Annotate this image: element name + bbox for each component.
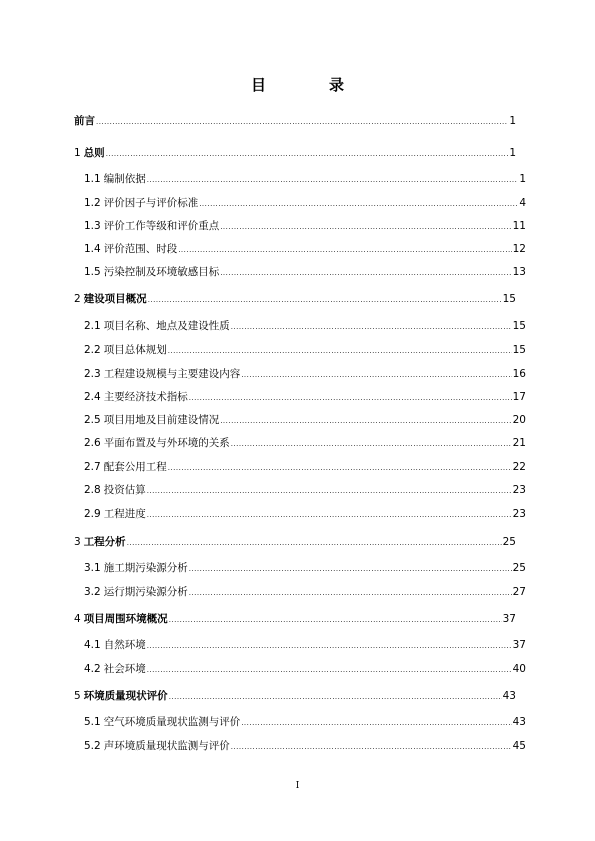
toc-leader-dots	[189, 394, 512, 402]
toc-entry[interactable]	[84, 389, 526, 404]
toc-entry-label: 配套公用工程	[103, 461, 167, 473]
page-title: 目 录	[250, 76, 368, 94]
toc-entry-label: 项目名称、地点及建设性质	[103, 320, 230, 332]
toc-leader-dots	[168, 347, 512, 355]
toc-entry-label: 工程建设规模与主要建设内容	[103, 368, 241, 380]
toc-entry[interactable]	[84, 241, 526, 256]
toc-entry-number: 1.4	[84, 243, 101, 255]
toc-entry-label: 投资估算	[103, 484, 146, 496]
toc-entry-page: 1	[509, 115, 516, 127]
toc-entry-label: 空气环境质量现状监测与评价	[103, 716, 241, 728]
toc-entry-number: 5.2	[84, 740, 101, 752]
toc-entry-page: 13	[512, 266, 526, 278]
toc-entry-page: 22	[512, 461, 526, 473]
toc-entry-label: 总则	[83, 147, 105, 159]
toc-entry-label: 项目总体规划	[103, 344, 167, 356]
toc-entry-number: 1	[74, 147, 81, 159]
toc-leader-dots	[169, 693, 502, 701]
toc-entry[interactable]	[84, 435, 526, 450]
toc-entry-page: 43	[502, 690, 516, 702]
toc-entry-number: 4	[74, 613, 81, 625]
toc-leader-dots	[127, 539, 502, 547]
toc-entry[interactable]	[84, 637, 526, 652]
toc-entry-label: 前言	[74, 115, 95, 127]
toc-leader-dots	[169, 616, 502, 624]
toc-entry-number: 4.1	[84, 639, 101, 651]
toc-entry-number: 2.9	[84, 508, 101, 520]
toc-entry-label: 污染控制及环境敏感目标	[103, 266, 220, 278]
toc-entry-number: 1.3	[84, 220, 101, 232]
toc-entry-number: 2.4	[84, 391, 101, 403]
toc-entry-number: 3.1	[84, 562, 101, 574]
toc-entry-number: 2.3	[84, 368, 101, 380]
toc-entry-page: 15	[512, 320, 526, 332]
toc-entry-number: 2.8	[84, 484, 101, 496]
toc-entry-page: 23	[512, 484, 526, 496]
toc-entry-label: 评价因子与评价标准	[103, 197, 199, 209]
toc-leader-dots	[147, 487, 512, 495]
toc-entry-page: 25	[512, 562, 526, 574]
toc-entry-number: 2.7	[84, 461, 101, 473]
toc-leader-dots	[147, 176, 519, 184]
toc-leader-dots	[220, 269, 511, 277]
toc-entry-number: 3	[74, 536, 81, 548]
toc-entry-page: 16	[512, 368, 526, 380]
toc-entry-label: 社会环境	[103, 663, 146, 675]
toc-entry[interactable]	[84, 366, 526, 381]
toc-entry[interactable]	[84, 218, 526, 233]
toc-entry-label: 主要经济技术指标	[103, 391, 188, 403]
toc-leader-dots	[220, 417, 511, 425]
toc-entry-label: 声环境质量现状监测与评价	[103, 740, 230, 752]
toc-entry-page: 37	[512, 639, 526, 651]
toc-leader-dots	[147, 666, 512, 674]
toc-entry-number: 4.2	[84, 663, 101, 675]
toc-leader-dots	[147, 642, 512, 650]
toc-leader-dots	[168, 464, 512, 472]
toc-entry-label: 建设项目概况	[83, 293, 147, 305]
toc-entry[interactable]	[84, 318, 526, 333]
toc-entry[interactable]	[84, 195, 526, 210]
toc-entry-label: 评价工作等级和评价重点	[103, 220, 220, 232]
toc-entry[interactable]	[84, 506, 526, 521]
toc-leader-dots	[231, 323, 512, 331]
toc-entry-page: 1	[519, 173, 526, 185]
toc-leader-dots	[220, 223, 511, 231]
toc-entry-number: 2.6	[84, 437, 101, 449]
toc-leader-dots	[241, 719, 511, 727]
page-number-footer: I	[295, 781, 300, 791]
toc-entry-page: 43	[512, 716, 526, 728]
toc-entry-page: 45	[512, 740, 526, 752]
toc-entry-page: 11	[512, 220, 526, 232]
toc-entry-label: 环境质量现状评价	[83, 690, 168, 702]
toc-entry[interactable]	[84, 412, 526, 427]
toc-leader-dots	[178, 246, 511, 254]
toc-entry-page: 21	[512, 437, 526, 449]
toc-entry-label: 工程分析	[83, 536, 126, 548]
toc-entry[interactable]	[84, 560, 526, 575]
toc-entry-page: 20	[512, 414, 526, 426]
toc-entry[interactable]	[84, 738, 526, 753]
toc-leader-dots	[96, 118, 508, 126]
toc-entry[interactable]	[84, 714, 526, 729]
toc-entry-number: 3.2	[84, 586, 101, 598]
toc-entry-label: 自然环境	[103, 639, 146, 651]
toc-entry-page: 12	[512, 243, 526, 255]
toc-entry-label: 工程进度	[103, 508, 146, 520]
toc-entry-number: 2.5	[84, 414, 101, 426]
toc-entry[interactable]	[84, 171, 526, 186]
toc-entry[interactable]	[74, 688, 516, 703]
toc-entry[interactable]	[84, 584, 526, 599]
toc-leader-dots	[189, 565, 512, 573]
toc-entry-number: 2.1	[84, 320, 101, 332]
toc-entry-page: 40	[512, 663, 526, 675]
toc-entry[interactable]	[74, 113, 516, 128]
toc-entry[interactable]	[74, 291, 516, 306]
toc-entry-label: 项目周围环境概况	[83, 613, 168, 625]
toc-entry-page: 17	[512, 391, 526, 403]
toc-entry-label: 评价范围、时段	[103, 243, 178, 255]
toc-entry-label: 运行期污染源分析	[103, 586, 188, 598]
toc-entry[interactable]	[84, 482, 526, 497]
toc-entry-label: 编制依据	[103, 173, 146, 185]
toc-entry[interactable]	[74, 534, 516, 549]
toc-entry-page: 15	[502, 293, 516, 305]
toc-entry-label: 施工期污染源分析	[103, 562, 188, 574]
toc-leader-dots	[148, 296, 502, 304]
toc-entry-page: 27	[512, 586, 526, 598]
toc-entry-number: 5	[74, 690, 81, 702]
toc-leader-dots	[189, 589, 512, 597]
toc-leader-dots	[231, 440, 512, 448]
toc-entry-page: 23	[512, 508, 526, 520]
toc-entry-number: 1.5	[84, 266, 101, 278]
toc-entry-number: 2	[74, 293, 81, 305]
toc-entry-label: 项目用地及目前建设情况	[103, 414, 220, 426]
toc-entry-page: 15	[512, 344, 526, 356]
toc-entry[interactable]	[74, 145, 516, 160]
toc-entry-page: 1	[509, 147, 516, 159]
toc-entry-number: 5.1	[84, 716, 101, 728]
toc-entry-number: 1.2	[84, 197, 101, 209]
toc-entry-page: 25	[502, 536, 516, 548]
toc-entry-number: 2.2	[84, 344, 101, 356]
toc-leader-dots	[106, 150, 509, 158]
toc-leader-dots	[147, 511, 512, 519]
toc-leader-dots	[199, 200, 518, 208]
toc-entry-page: 4	[519, 197, 526, 209]
toc-leader-dots	[241, 371, 511, 379]
toc-entry[interactable]	[84, 661, 526, 676]
toc-entry-number: 1.1	[84, 173, 101, 185]
toc-entry[interactable]	[74, 611, 516, 626]
toc-entry[interactable]	[84, 459, 526, 474]
toc-entry[interactable]	[84, 264, 526, 279]
toc-leader-dots	[231, 743, 512, 751]
toc-entry-label: 平面布置及与外环境的关系	[103, 437, 230, 449]
toc-entry[interactable]	[84, 342, 526, 357]
toc-entry-page: 37	[502, 613, 516, 625]
